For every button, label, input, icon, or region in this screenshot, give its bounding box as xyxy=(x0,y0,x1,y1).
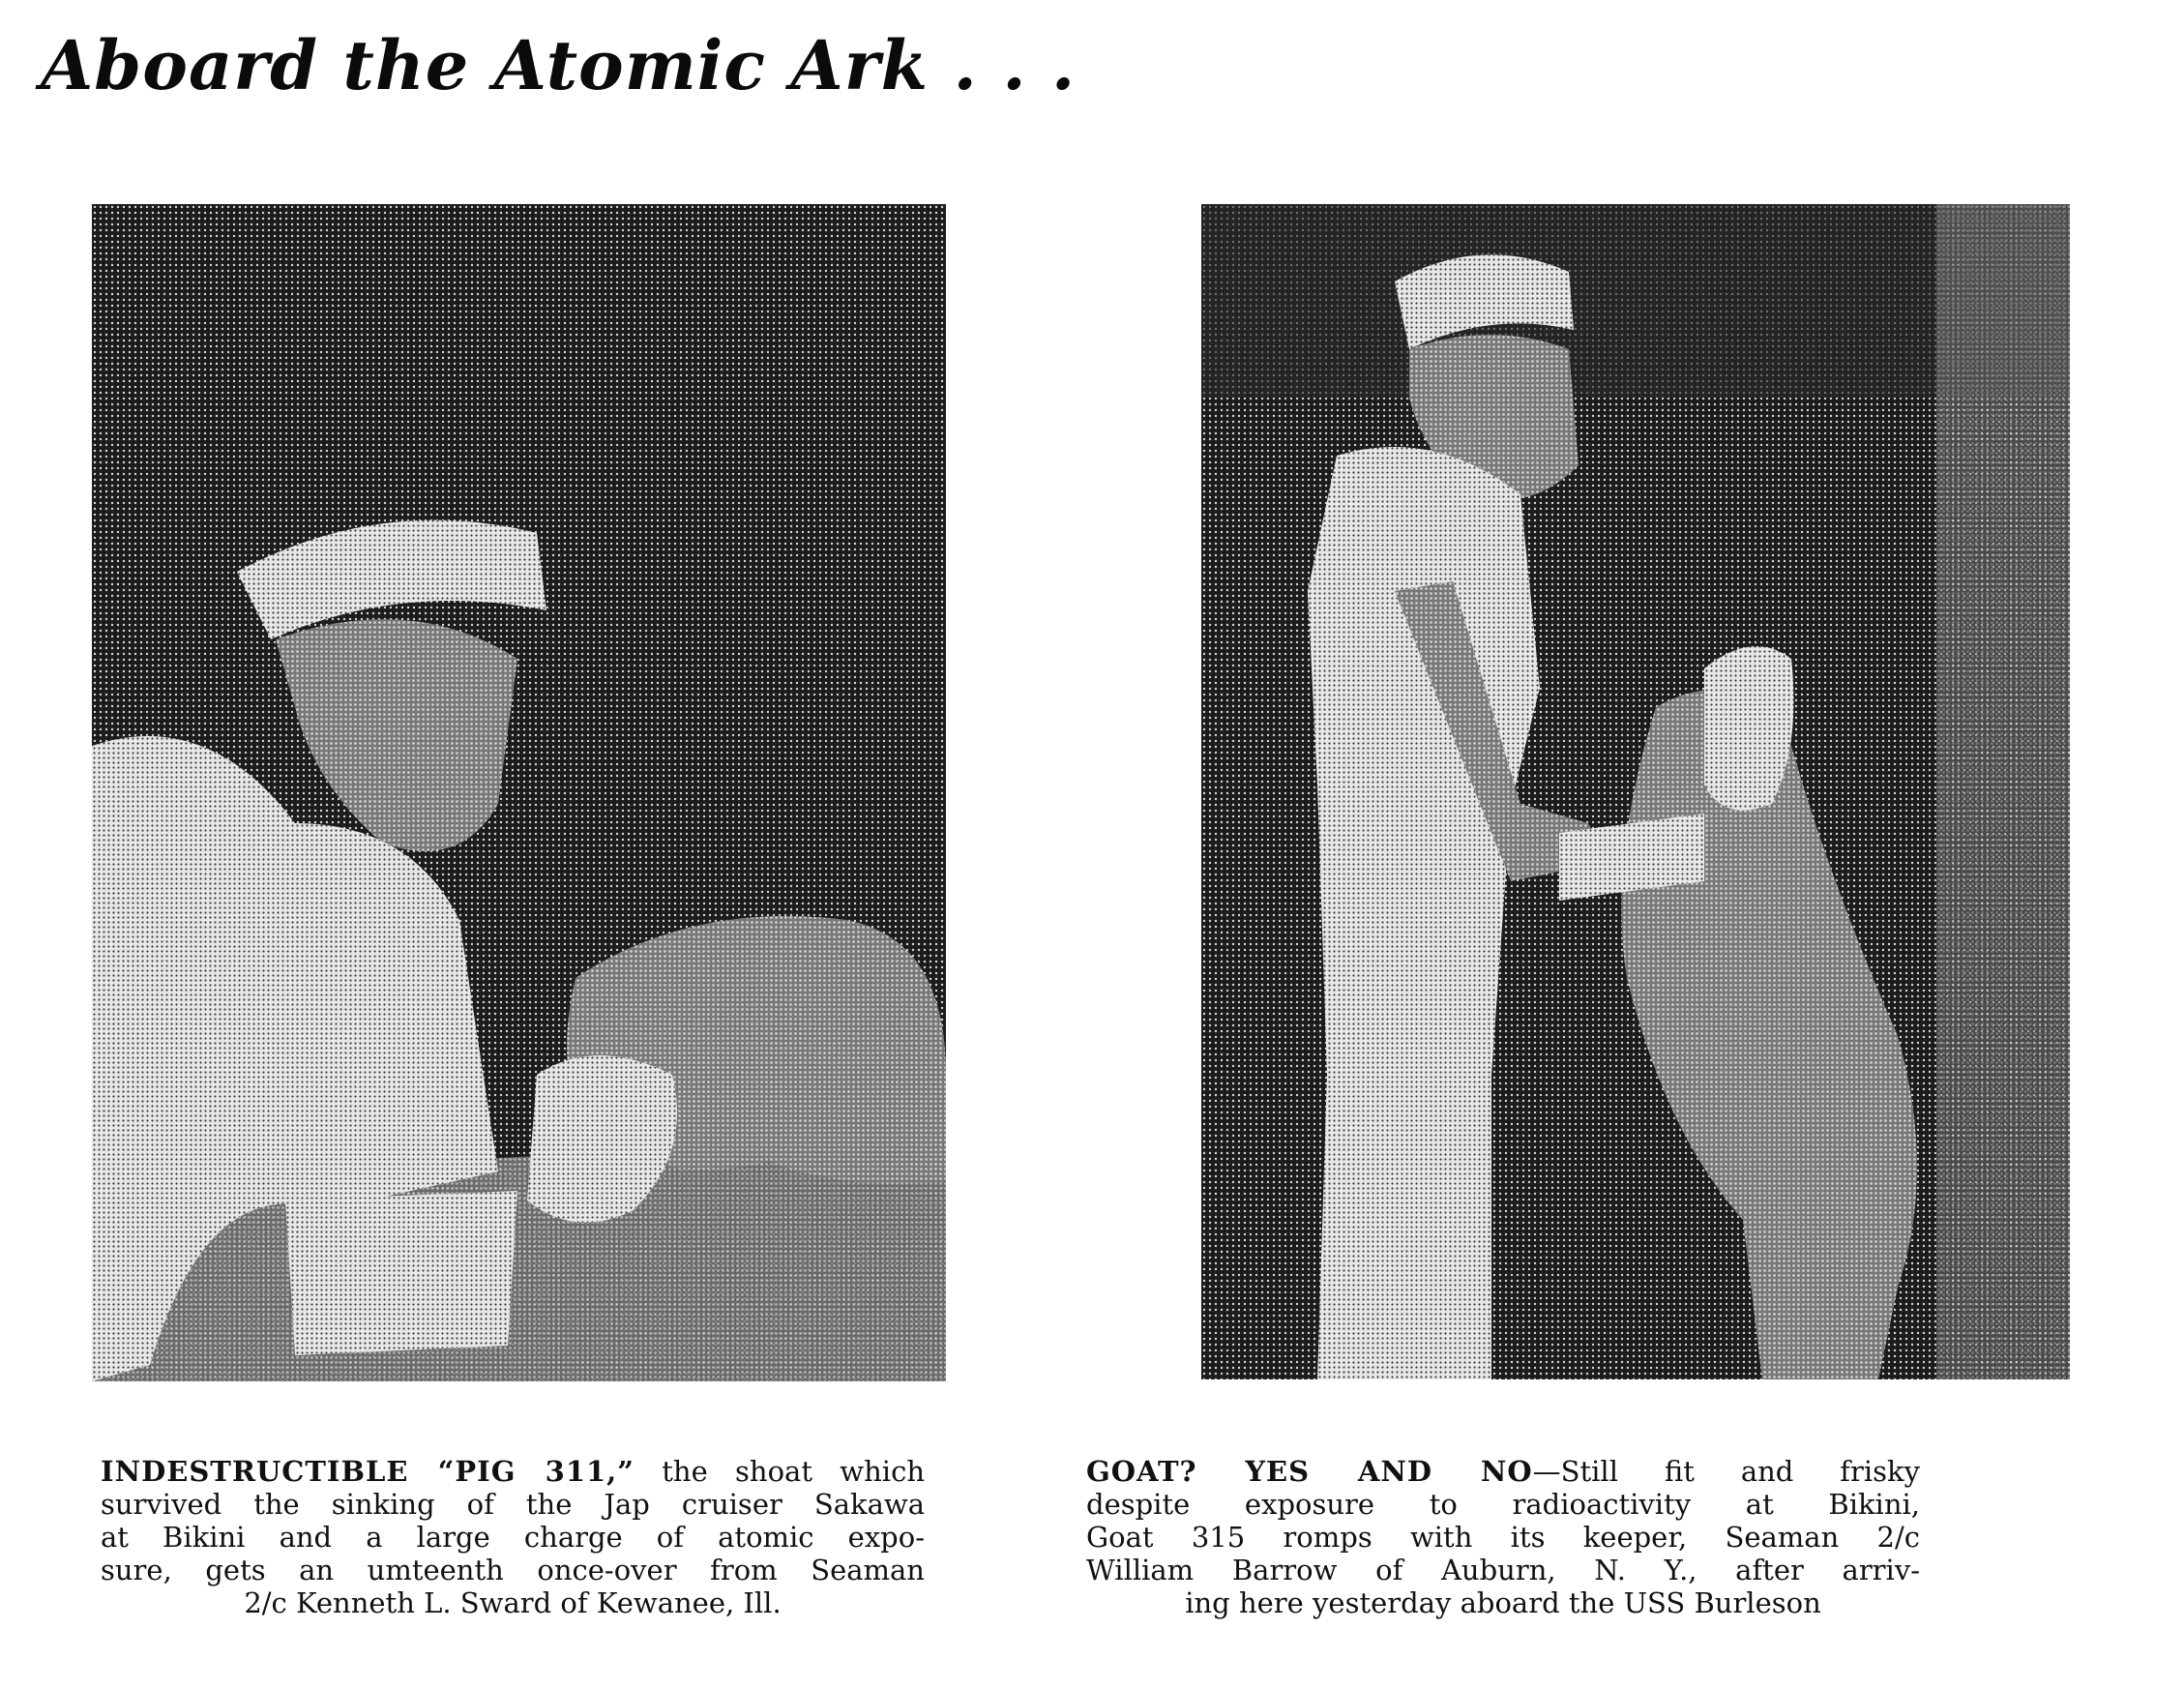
caption-line xyxy=(1086,1455,1920,1488)
caption-pig xyxy=(101,1455,925,1619)
caption-line: sure, gets an umteenth once-over from Seaman xyxy=(101,1554,925,1586)
feeding-pan xyxy=(285,1191,517,1355)
caption-line: ing here yesterday aboard the USS Burleson xyxy=(1185,1586,1821,1619)
caption-line xyxy=(101,1455,925,1488)
pig-photo-illustration xyxy=(92,204,946,1381)
caption-text: the shoat which xyxy=(634,1455,925,1488)
caption-line: William Barrow of Auburn, N. Y., after arriv- xyxy=(1086,1554,1920,1586)
goat-photo-illustration xyxy=(1201,204,2070,1379)
caption-lead: INDESTRUCTIBLE “PIG 311,” xyxy=(101,1455,635,1488)
caption-lead: GOAT? YES AND NO xyxy=(1086,1455,1533,1488)
caption-line: at Bikini and a large charge of atomic expo- xyxy=(101,1521,925,1554)
caption-line: Goat 315 romps with its keeper, Seaman 2/c xyxy=(1086,1521,1920,1554)
caption-text: —Still fit and frisky xyxy=(1532,1455,1920,1488)
headline: Aboard the Atomic Ark . . . xyxy=(41,25,1077,105)
caption-line: survived the sinking of the Jap cruiser Sakawa xyxy=(101,1488,925,1521)
photo-sailor-with-goat xyxy=(1201,204,2070,1379)
photo-sailor-with-pig xyxy=(92,204,946,1381)
caption-line: 2/c Kenneth L. Sward of Kewanee, Ill. xyxy=(244,1586,782,1619)
caption-goat xyxy=(1086,1455,1920,1619)
caption-line: despite exposure to radioactivity at Bikini, xyxy=(1086,1488,1920,1521)
